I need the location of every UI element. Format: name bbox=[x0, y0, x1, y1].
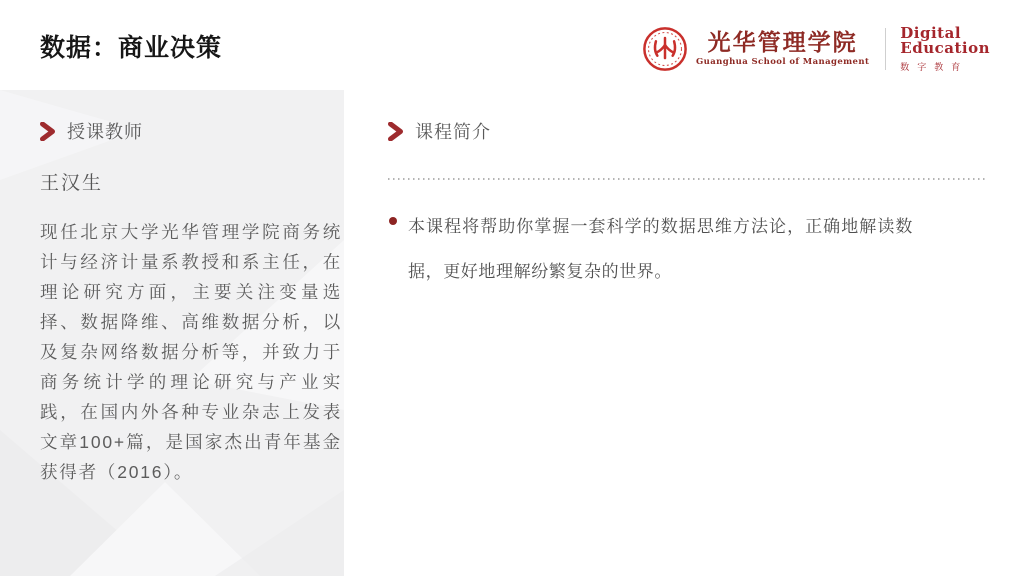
teacher-section-header bbox=[40, 118, 306, 144]
course-intro-section bbox=[388, 118, 988, 294]
course-section-label: 课程简介 bbox=[415, 122, 491, 142]
teacher-name: 王汉生 bbox=[40, 173, 104, 194]
course-bullet-text: 本课程将帮助你掌握一套科学的数据思维方法论，正确地解读数据，更好地理解纷繁复杂的世界。 bbox=[408, 217, 913, 281]
logo-digital-line2: Education bbox=[900, 38, 990, 57]
logo-school-name-en: Guanghua School of Management bbox=[696, 57, 870, 67]
teacher-bio: 现任北京大学光华管理学院商务统计与经济计量系教授和系主任，在理论研究方面，主要关注变量选择、数据降维、高维数据分析，以及复杂网络数据分析等，并致力于商务统计学的理论研究与产业实践，在国内外各种专业杂志上发表文章100+篇，是国家杰出青年基金获得者（2016）。 bbox=[40, 222, 342, 482]
school-logo bbox=[642, 20, 990, 78]
teacher-section-label: 授课教师 bbox=[67, 122, 143, 142]
course-bullet-item bbox=[388, 204, 988, 294]
logo-divider bbox=[885, 28, 886, 70]
logo-school-name-cn: 光华管理学院 bbox=[707, 29, 858, 56]
dotted-separator bbox=[388, 178, 986, 180]
logo-digital-line1: Digital bbox=[900, 23, 962, 42]
chevron-right-icon bbox=[40, 122, 56, 141]
course-section-header bbox=[388, 118, 988, 144]
teacher-panel bbox=[0, 90, 344, 576]
logo-digital-cn: 数字教育 bbox=[900, 61, 969, 72]
pku-seal-icon bbox=[642, 26, 688, 72]
bullet-dot-icon bbox=[389, 217, 397, 225]
page-title: 数据：商业决策 bbox=[40, 34, 223, 62]
chevron-right-icon bbox=[388, 122, 404, 141]
